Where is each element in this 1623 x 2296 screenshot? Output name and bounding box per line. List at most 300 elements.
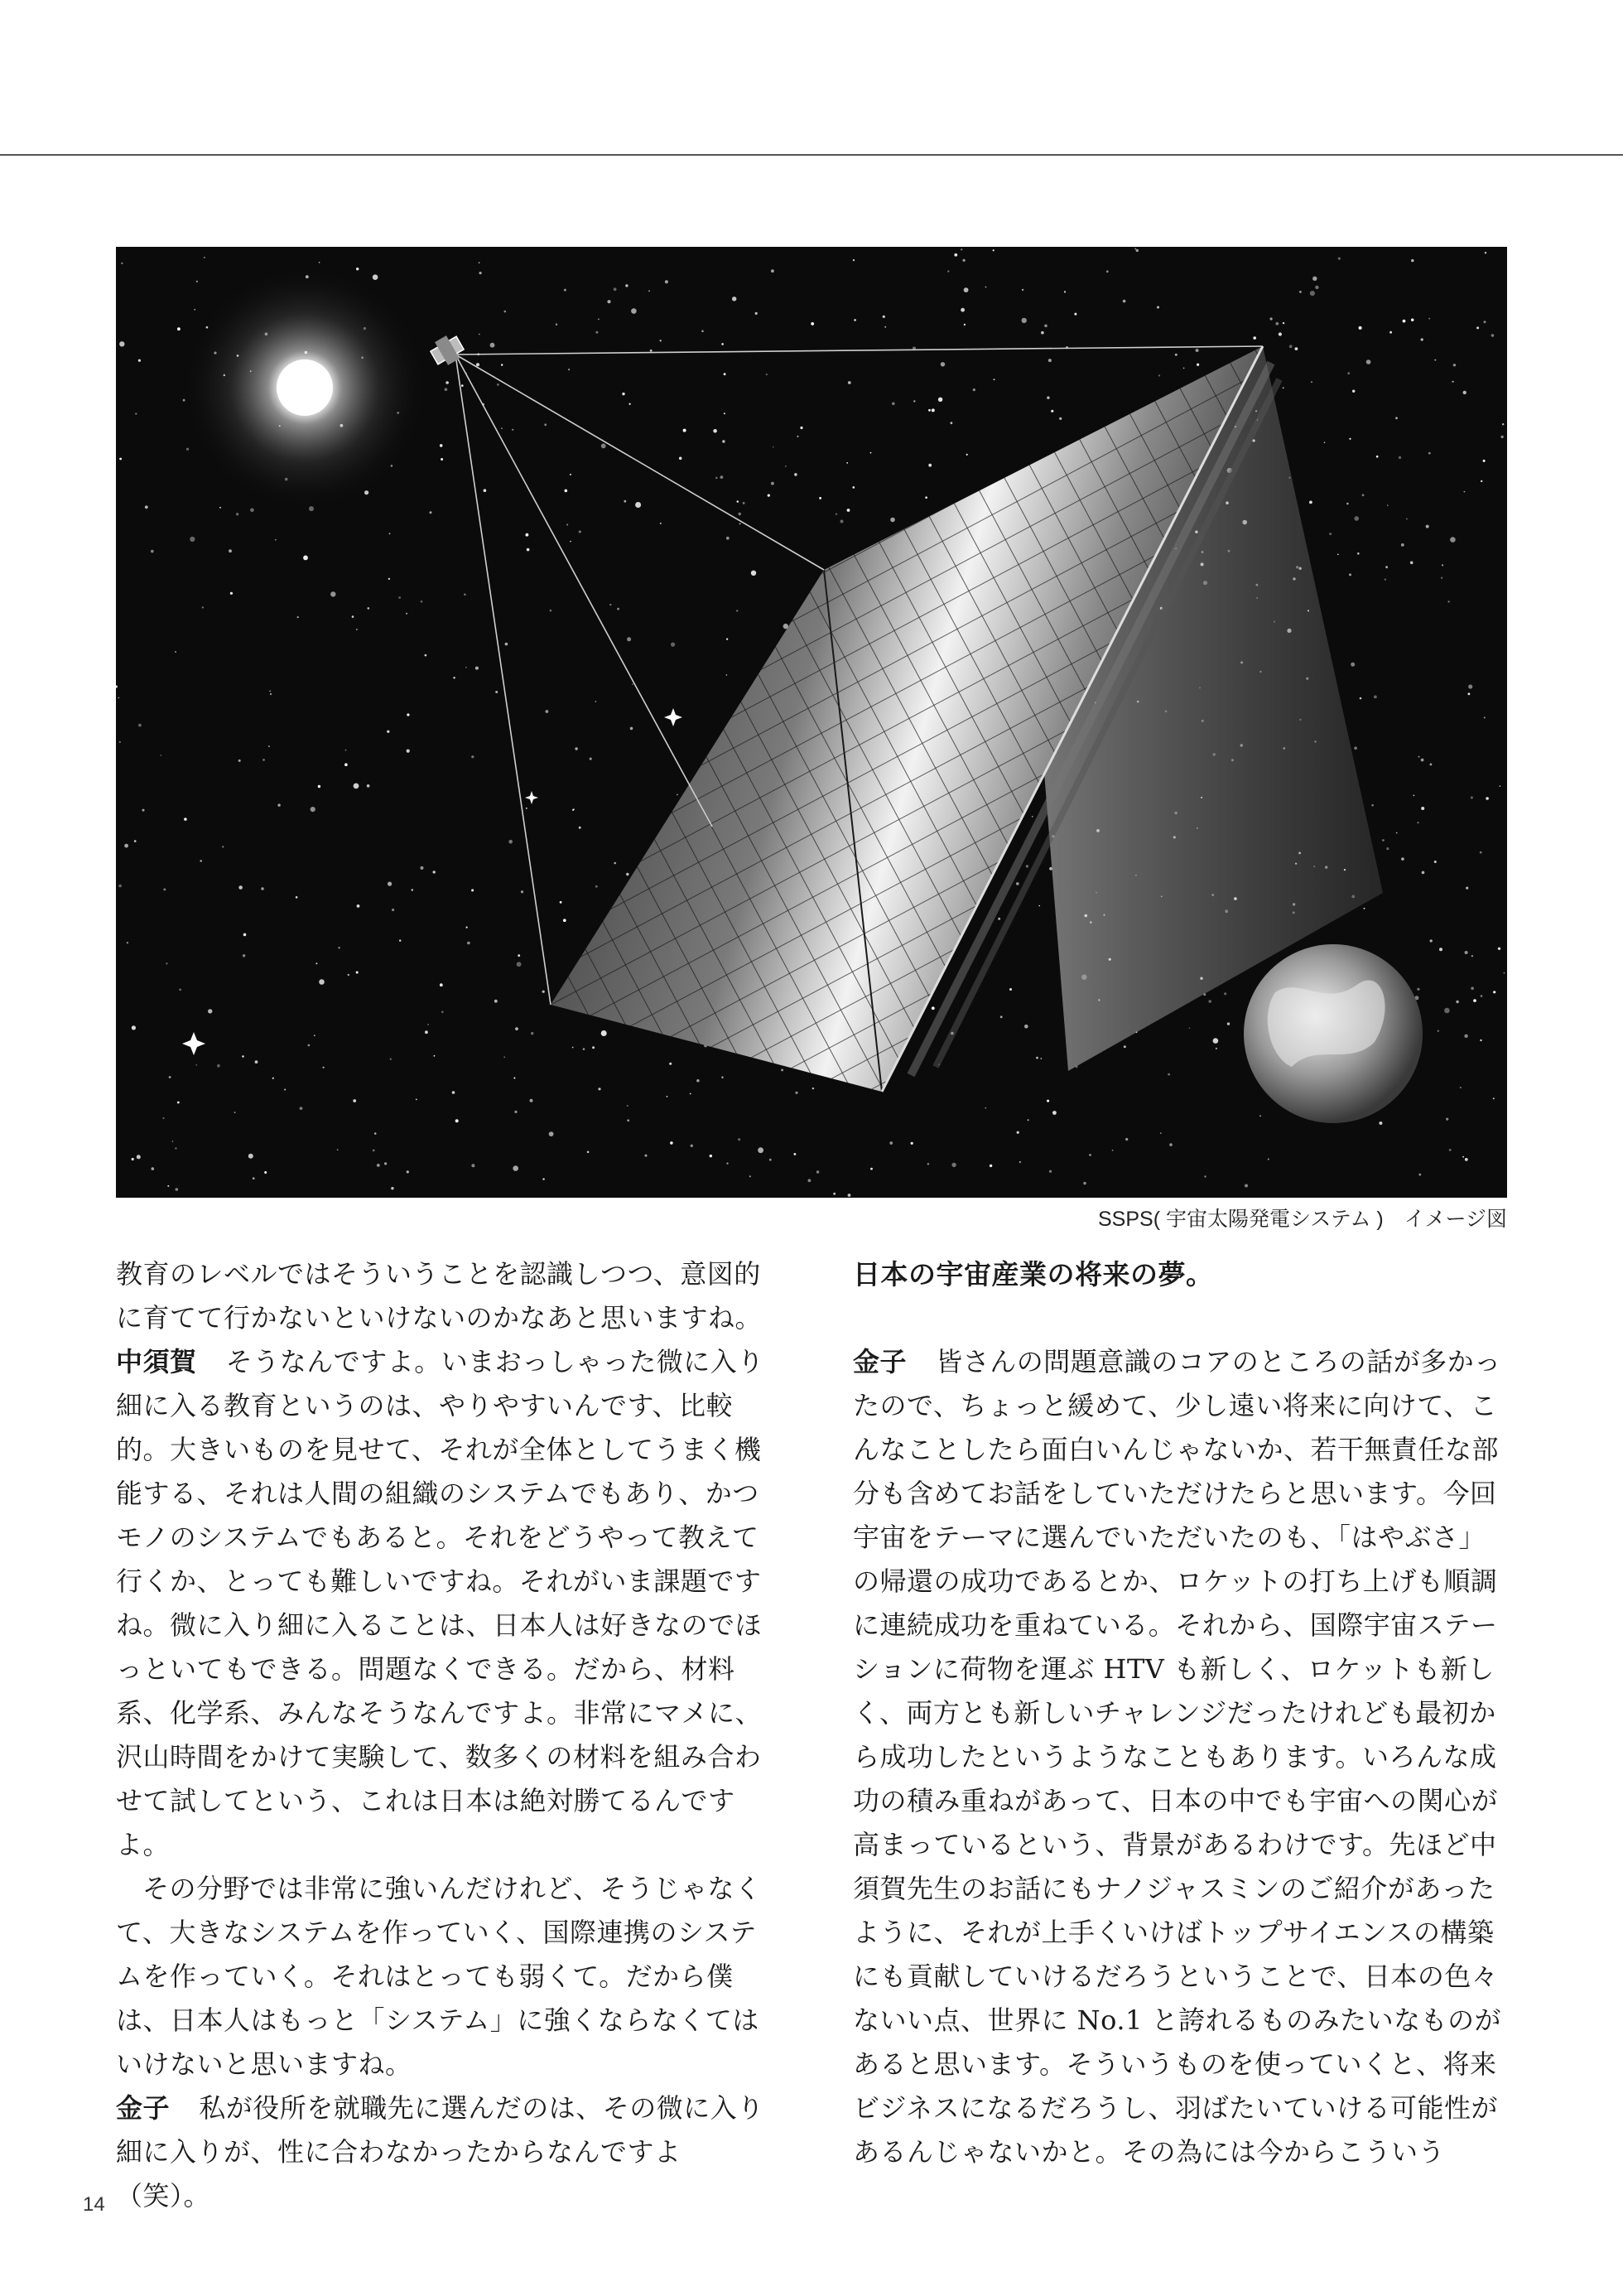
star xyxy=(1216,1048,1217,1049)
star xyxy=(660,340,662,341)
star xyxy=(769,1159,772,1161)
star xyxy=(1024,1025,1028,1029)
star xyxy=(530,1099,533,1102)
star xyxy=(575,747,577,750)
star xyxy=(660,523,662,524)
star xyxy=(932,1006,935,1010)
star xyxy=(345,750,347,751)
star xyxy=(1227,1022,1230,1025)
star xyxy=(121,263,123,264)
star xyxy=(497,383,499,386)
star xyxy=(1504,972,1505,974)
sun xyxy=(277,359,333,416)
star xyxy=(913,400,915,402)
star xyxy=(1502,423,1504,425)
star xyxy=(1417,988,1419,991)
star xyxy=(303,556,308,561)
star xyxy=(595,701,597,702)
star xyxy=(964,324,966,326)
star xyxy=(344,763,348,766)
star xyxy=(846,462,848,464)
star xyxy=(354,784,359,789)
star xyxy=(377,1164,380,1167)
star xyxy=(407,750,410,753)
left-column xyxy=(116,1252,770,2218)
star xyxy=(626,873,628,875)
star xyxy=(911,1142,913,1145)
star xyxy=(632,683,633,685)
star xyxy=(526,533,529,537)
star xyxy=(296,896,298,899)
star xyxy=(1362,494,1365,496)
paragraph: 金子 私が役所を就職先に選んだのは、その微に入り細に入りが、性に合わなかったからなんですよ（笑）。 xyxy=(116,2092,764,2212)
star xyxy=(732,297,736,301)
star xyxy=(683,429,686,432)
star xyxy=(1438,1030,1439,1032)
star xyxy=(356,972,359,974)
star xyxy=(1441,577,1442,579)
star xyxy=(964,287,969,292)
star xyxy=(961,248,962,250)
star xyxy=(1486,797,1489,800)
star xyxy=(848,1194,851,1197)
star xyxy=(1074,313,1076,316)
star xyxy=(1473,999,1476,1002)
star xyxy=(1309,501,1312,504)
star xyxy=(517,962,522,967)
star xyxy=(455,1119,459,1122)
star xyxy=(186,448,189,451)
star xyxy=(677,794,678,796)
star xyxy=(466,927,468,929)
star xyxy=(1324,442,1326,444)
star xyxy=(1059,417,1062,420)
star xyxy=(1189,1028,1191,1030)
star xyxy=(277,803,280,806)
star xyxy=(870,452,872,454)
star xyxy=(560,901,562,904)
star xyxy=(1471,955,1473,957)
star xyxy=(1124,1045,1126,1048)
star xyxy=(1064,291,1066,292)
star xyxy=(800,427,802,429)
star xyxy=(513,1165,518,1171)
star xyxy=(1414,795,1415,797)
star xyxy=(1396,832,1398,834)
star xyxy=(445,388,448,391)
star xyxy=(1430,764,1433,766)
star xyxy=(1315,286,1318,289)
star xyxy=(269,691,271,692)
star xyxy=(1310,291,1315,296)
star xyxy=(1047,1100,1049,1102)
star xyxy=(387,731,389,733)
star xyxy=(127,942,128,943)
star xyxy=(1083,1182,1086,1184)
star xyxy=(1213,1038,1219,1044)
star xyxy=(963,259,966,262)
star xyxy=(614,287,617,291)
star xyxy=(1410,562,1414,565)
speaker-name: 金子 xyxy=(853,1346,908,1377)
star xyxy=(521,890,523,893)
star xyxy=(1468,684,1472,688)
star xyxy=(134,840,137,842)
star xyxy=(204,257,205,258)
star xyxy=(1044,325,1047,328)
star xyxy=(1136,249,1139,252)
star xyxy=(518,954,520,957)
star xyxy=(1338,258,1341,260)
star xyxy=(407,713,409,716)
star xyxy=(505,643,508,646)
star xyxy=(819,497,821,499)
star xyxy=(230,592,233,595)
star xyxy=(1465,1158,1468,1161)
star xyxy=(1379,1121,1382,1125)
star xyxy=(1430,939,1433,942)
star xyxy=(853,259,855,261)
star xyxy=(631,308,637,314)
star xyxy=(630,727,633,731)
star xyxy=(715,477,717,479)
star xyxy=(1036,1057,1038,1059)
star xyxy=(374,1132,377,1135)
star xyxy=(726,639,728,640)
star xyxy=(1481,480,1482,482)
star xyxy=(433,871,436,873)
star xyxy=(471,755,474,758)
star xyxy=(1484,321,1486,323)
star xyxy=(200,860,202,862)
star xyxy=(1048,359,1052,362)
star xyxy=(1485,252,1486,253)
star xyxy=(194,309,195,311)
star xyxy=(771,269,774,273)
star xyxy=(1279,332,1282,335)
star xyxy=(848,381,851,384)
star xyxy=(598,319,600,321)
star xyxy=(1447,601,1449,602)
star xyxy=(184,818,187,821)
star xyxy=(1500,436,1503,438)
star xyxy=(648,290,650,292)
star xyxy=(739,513,741,515)
star xyxy=(1401,857,1404,861)
star xyxy=(425,1030,428,1034)
star xyxy=(255,1060,258,1064)
star xyxy=(169,1076,171,1078)
star xyxy=(1357,552,1360,555)
star xyxy=(617,608,619,610)
star xyxy=(710,1155,712,1157)
star xyxy=(508,840,513,844)
star xyxy=(270,693,272,695)
star xyxy=(1349,573,1351,576)
star xyxy=(1337,554,1339,556)
star xyxy=(542,991,545,993)
star xyxy=(1134,248,1136,249)
star xyxy=(1312,277,1317,281)
star xyxy=(1349,438,1351,440)
star xyxy=(833,1193,836,1195)
star xyxy=(452,1091,455,1094)
star xyxy=(598,1088,600,1090)
star xyxy=(883,316,885,318)
star xyxy=(595,885,598,888)
star xyxy=(679,457,682,461)
star xyxy=(755,312,758,315)
star xyxy=(1428,318,1430,320)
star xyxy=(1016,882,1019,885)
star xyxy=(1347,372,1350,374)
star xyxy=(853,486,855,489)
star xyxy=(1158,374,1160,376)
star xyxy=(892,403,895,406)
star xyxy=(479,272,482,274)
star xyxy=(726,674,728,676)
star xyxy=(622,393,624,395)
star xyxy=(785,465,787,467)
star xyxy=(479,334,480,335)
star xyxy=(319,262,320,263)
star xyxy=(392,909,394,911)
star xyxy=(794,1153,797,1155)
star xyxy=(527,548,530,552)
star xyxy=(367,784,370,788)
star xyxy=(1089,1154,1091,1156)
star xyxy=(726,537,730,540)
star xyxy=(724,412,725,414)
star xyxy=(1456,1001,1458,1003)
star xyxy=(264,1171,267,1174)
star xyxy=(579,827,581,829)
star xyxy=(954,253,957,257)
star xyxy=(494,1000,498,1003)
star xyxy=(961,308,965,312)
star xyxy=(1026,865,1028,867)
star xyxy=(808,1179,812,1182)
star xyxy=(1346,503,1349,505)
star xyxy=(318,785,320,788)
star xyxy=(272,1078,274,1079)
star xyxy=(590,758,592,760)
star xyxy=(119,741,121,743)
star xyxy=(152,1167,155,1170)
star xyxy=(253,1177,255,1179)
star xyxy=(1460,1087,1462,1088)
star xyxy=(870,1168,873,1170)
star xyxy=(453,677,455,678)
star xyxy=(1169,1143,1173,1146)
star xyxy=(928,464,932,467)
star xyxy=(490,343,495,348)
star xyxy=(391,1187,393,1189)
star xyxy=(356,268,359,270)
star xyxy=(475,667,479,670)
star xyxy=(1483,460,1486,462)
star xyxy=(736,610,738,611)
star xyxy=(352,615,354,618)
star xyxy=(501,427,503,429)
star xyxy=(624,500,626,503)
star xyxy=(595,331,598,334)
star xyxy=(1360,697,1362,700)
star xyxy=(713,429,717,433)
star xyxy=(650,350,653,352)
star xyxy=(994,379,995,380)
star xyxy=(966,454,968,456)
star xyxy=(1446,1118,1448,1121)
star xyxy=(1463,391,1466,394)
star xyxy=(236,513,238,515)
star xyxy=(773,446,774,448)
star xyxy=(145,505,148,509)
star xyxy=(544,423,547,426)
star xyxy=(1411,319,1414,321)
star xyxy=(175,1147,176,1149)
star xyxy=(416,1099,417,1101)
star xyxy=(177,327,181,330)
star xyxy=(587,1151,590,1154)
star xyxy=(119,341,124,346)
star xyxy=(1123,300,1126,303)
star xyxy=(1465,951,1468,954)
star xyxy=(1471,797,1473,799)
star xyxy=(1051,410,1053,412)
star xyxy=(669,1063,672,1065)
star xyxy=(743,502,745,504)
star xyxy=(1385,566,1388,568)
star xyxy=(238,885,243,890)
star xyxy=(592,1046,595,1049)
star xyxy=(795,1092,797,1094)
star xyxy=(1354,516,1359,521)
star xyxy=(1466,887,1468,890)
star xyxy=(195,1064,197,1066)
star xyxy=(1311,381,1312,383)
star xyxy=(1000,1015,1003,1018)
star xyxy=(1480,1039,1481,1041)
star xyxy=(1359,326,1362,330)
star xyxy=(1401,543,1404,547)
star xyxy=(1462,1156,1464,1158)
right-column xyxy=(853,1252,1507,2174)
star xyxy=(1439,948,1442,951)
star xyxy=(1009,988,1012,991)
star xyxy=(311,807,315,812)
star xyxy=(219,507,221,509)
star xyxy=(1208,1000,1211,1003)
star xyxy=(1245,1184,1248,1188)
star xyxy=(847,509,850,512)
star xyxy=(1403,320,1406,323)
star xyxy=(671,643,675,647)
star xyxy=(261,887,263,890)
star xyxy=(1112,1150,1114,1151)
star xyxy=(766,374,768,375)
star xyxy=(572,809,574,811)
star xyxy=(1476,326,1479,329)
star xyxy=(927,1163,930,1165)
star xyxy=(1493,1097,1495,1099)
star xyxy=(425,654,427,657)
star xyxy=(1386,847,1389,850)
star xyxy=(722,440,725,442)
star xyxy=(951,422,953,424)
star xyxy=(407,1170,409,1173)
star xyxy=(177,1102,180,1104)
star xyxy=(564,289,566,292)
star xyxy=(1125,1138,1128,1141)
star xyxy=(572,1047,574,1049)
section-heading: 日本の宇宙産業の将来の夢。 xyxy=(853,1258,1214,1290)
star xyxy=(163,888,166,890)
star xyxy=(389,533,391,534)
star xyxy=(1028,1119,1029,1121)
star xyxy=(116,685,118,687)
star xyxy=(284,1089,286,1091)
star xyxy=(1017,1131,1019,1134)
star xyxy=(1253,336,1256,340)
star xyxy=(357,904,360,908)
star xyxy=(138,359,141,362)
star xyxy=(1395,417,1398,419)
star xyxy=(1197,364,1199,366)
star xyxy=(222,846,224,847)
star xyxy=(1351,663,1355,667)
star xyxy=(461,384,464,387)
star xyxy=(1419,1174,1422,1176)
star xyxy=(1268,1159,1269,1160)
star xyxy=(314,1035,315,1036)
star xyxy=(645,1155,648,1157)
star xyxy=(721,1077,723,1078)
star xyxy=(412,889,413,890)
star xyxy=(1283,387,1284,388)
star xyxy=(1364,908,1365,909)
star xyxy=(1468,692,1471,695)
star xyxy=(388,882,392,886)
star xyxy=(556,324,557,326)
star xyxy=(398,596,401,599)
star xyxy=(1041,1058,1043,1059)
star xyxy=(434,1055,436,1057)
star xyxy=(1480,851,1482,854)
star xyxy=(550,610,552,612)
star xyxy=(1052,1111,1057,1115)
star xyxy=(1428,452,1431,455)
star xyxy=(570,541,571,543)
star xyxy=(614,862,616,865)
star xyxy=(390,1059,392,1060)
star xyxy=(794,473,797,476)
star xyxy=(726,1163,728,1165)
star xyxy=(202,606,204,608)
star xyxy=(503,1056,505,1058)
star xyxy=(441,458,443,461)
star xyxy=(941,362,945,366)
star xyxy=(625,284,628,287)
star xyxy=(406,613,407,615)
star xyxy=(1289,345,1293,348)
star xyxy=(504,311,507,313)
star xyxy=(243,933,247,937)
paragraph: 中須賀 そうなんですよ。いまおっしゃった微に入り細に入る教育というのは、やりやすいんです、比較的。大きいものを見せて、それが全体としてうまく機能する、それは人間の組織のシステムでもあり、かつモノのシステムでもあると。それをどうやって教えて行くか、とっても難しいですね。それがいま課題ですね。微に入り細に入ることは、日本人は好きなのでほっといてもできる。問題なくできる。だから、材料系、化学系、みんなそうなんですよ。非常にマメに、沢山時間をかけて実験して、数多くの材料を組み合わせて試してという、これは日本は絶対勝てるんですよ。 xyxy=(116,1346,764,1860)
star xyxy=(1493,991,1495,993)
star xyxy=(399,939,401,941)
speaker-name: 金子 xyxy=(116,2092,171,2124)
